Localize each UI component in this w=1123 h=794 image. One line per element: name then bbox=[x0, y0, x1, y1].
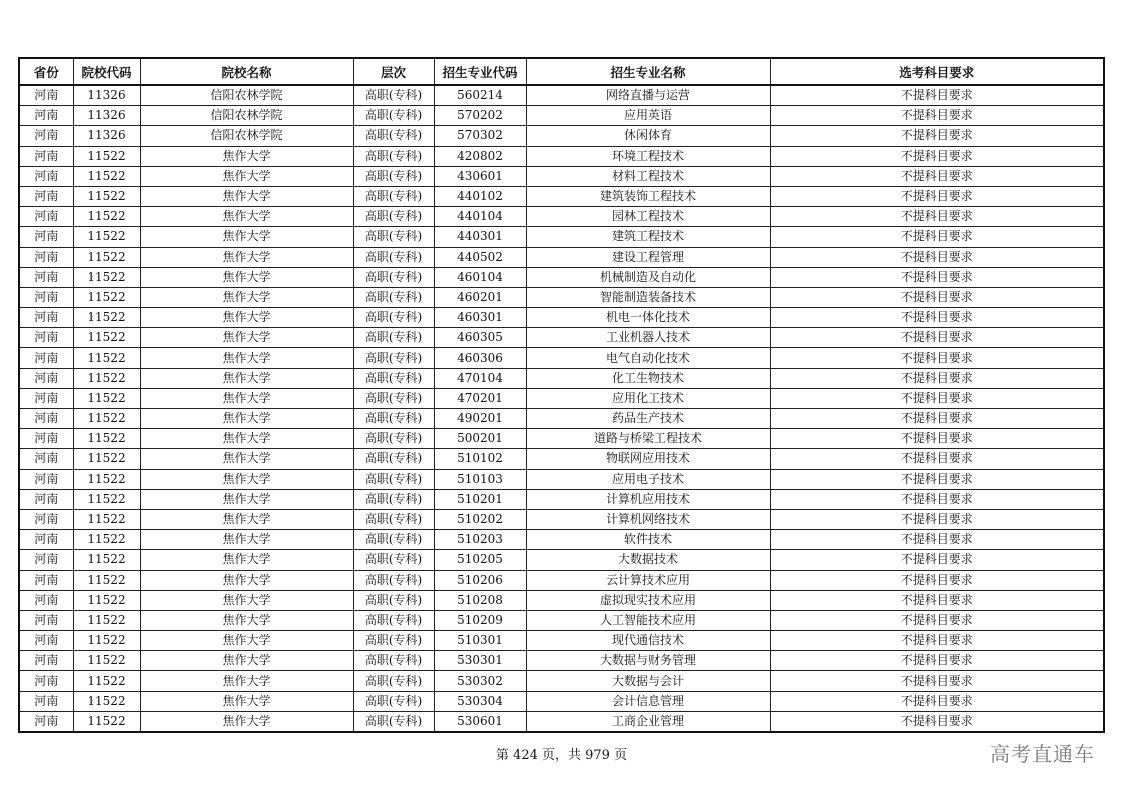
cell-major-code: 510201 bbox=[434, 489, 526, 509]
header-level: 层次 bbox=[353, 58, 434, 85]
cell-major-name: 机电一体化技术 bbox=[526, 308, 770, 328]
cell-school-code: 11522 bbox=[73, 489, 140, 509]
cell-school-name: 焦作大学 bbox=[140, 509, 353, 529]
cell-major-name: 物联网应用技术 bbox=[526, 449, 770, 469]
cell-subject-requirement: 不提科目要求 bbox=[770, 469, 1104, 489]
table-row bbox=[19, 388, 1104, 408]
cell-level: 高职(专科) bbox=[353, 207, 434, 227]
cell-school-name: 焦作大学 bbox=[140, 368, 353, 388]
table-row bbox=[19, 287, 1104, 307]
cell-level: 高职(专科) bbox=[353, 146, 434, 166]
cell-level: 高职(专科) bbox=[353, 550, 434, 570]
cell-school-code: 11522 bbox=[73, 469, 140, 489]
cell-subject-requirement: 不提科目要求 bbox=[770, 651, 1104, 671]
cell-province: 河南 bbox=[19, 590, 73, 610]
cell-major-code: 530301 bbox=[434, 651, 526, 671]
table-row bbox=[19, 530, 1104, 550]
cell-major-code: 430601 bbox=[434, 166, 526, 186]
table-row bbox=[19, 550, 1104, 570]
cell-school-name: 焦作大学 bbox=[140, 267, 353, 287]
page-number: 第 424 页，共 979 页 bbox=[495, 748, 628, 763]
cell-province: 河南 bbox=[19, 388, 73, 408]
cell-level: 高职(专科) bbox=[353, 651, 434, 671]
table-row bbox=[19, 308, 1104, 328]
cell-level: 高职(专科) bbox=[353, 530, 434, 550]
cell-school-name: 焦作大学 bbox=[140, 570, 353, 590]
cell-subject-requirement: 不提科目要求 bbox=[770, 550, 1104, 570]
cell-subject-requirement: 不提科目要求 bbox=[770, 429, 1104, 449]
cell-school-code: 11522 bbox=[73, 368, 140, 388]
cell-major-name: 应用英语 bbox=[526, 106, 770, 126]
cell-school-name: 焦作大学 bbox=[140, 287, 353, 307]
cell-school-code: 11522 bbox=[73, 671, 140, 691]
table-row bbox=[19, 328, 1104, 348]
cell-major-name: 机械制造及自动化 bbox=[526, 267, 770, 287]
cell-subject-requirement: 不提科目要求 bbox=[770, 489, 1104, 509]
cell-school-name: 焦作大学 bbox=[140, 348, 353, 368]
cell-province: 河南 bbox=[19, 328, 73, 348]
cell-province: 河南 bbox=[19, 85, 73, 106]
cell-school-name: 焦作大学 bbox=[140, 469, 353, 489]
cell-major-code: 440502 bbox=[434, 247, 526, 267]
cell-level: 高职(专科) bbox=[353, 348, 434, 368]
cell-major-code: 510301 bbox=[434, 631, 526, 651]
header-school-code: 院校代码 bbox=[73, 58, 140, 85]
cell-major-code: 460305 bbox=[434, 328, 526, 348]
cell-major-code: 490201 bbox=[434, 409, 526, 429]
cell-level: 高职(专科) bbox=[353, 388, 434, 408]
cell-province: 河南 bbox=[19, 711, 73, 732]
cell-major-name: 智能制造装备技术 bbox=[526, 287, 770, 307]
cell-major-name: 人工智能技术应用 bbox=[526, 610, 770, 630]
cell-province: 河南 bbox=[19, 126, 73, 146]
cell-school-code: 11522 bbox=[73, 247, 140, 267]
cell-subject-requirement: 不提科目要求 bbox=[770, 328, 1104, 348]
cell-school-code: 11522 bbox=[73, 449, 140, 469]
cell-subject-requirement: 不提科目要求 bbox=[770, 146, 1104, 166]
table-row bbox=[19, 368, 1104, 388]
cell-major-code: 440104 bbox=[434, 207, 526, 227]
cell-province: 河南 bbox=[19, 368, 73, 388]
cell-major-name: 应用化工技术 bbox=[526, 388, 770, 408]
cell-school-code: 11522 bbox=[73, 550, 140, 570]
cell-major-code: 570202 bbox=[434, 106, 526, 126]
cell-major-code: 470104 bbox=[434, 368, 526, 388]
cell-school-code: 11522 bbox=[73, 207, 140, 227]
cell-major-code: 440301 bbox=[434, 227, 526, 247]
cell-province: 河南 bbox=[19, 409, 73, 429]
cell-school-code: 11522 bbox=[73, 651, 140, 671]
table-row bbox=[19, 166, 1104, 186]
cell-province: 河南 bbox=[19, 207, 73, 227]
header-school-name: 院校名称 bbox=[140, 58, 353, 85]
cell-province: 河南 bbox=[19, 308, 73, 328]
cell-major-code: 510203 bbox=[434, 530, 526, 550]
cell-province: 河南 bbox=[19, 186, 73, 206]
table-row bbox=[19, 449, 1104, 469]
cell-subject-requirement: 不提科目要求 bbox=[770, 85, 1104, 106]
cell-major-code: 560214 bbox=[434, 85, 526, 106]
cell-level: 高职(专科) bbox=[353, 368, 434, 388]
cell-major-code: 510209 bbox=[434, 610, 526, 630]
cell-province: 河南 bbox=[19, 550, 73, 570]
cell-subject-requirement: 不提科目要求 bbox=[770, 207, 1104, 227]
cell-level: 高职(专科) bbox=[353, 85, 434, 106]
cell-major-code: 460201 bbox=[434, 287, 526, 307]
cell-level: 高职(专科) bbox=[353, 509, 434, 529]
cell-major-name: 应用电子技术 bbox=[526, 469, 770, 489]
cell-level: 高职(专科) bbox=[353, 590, 434, 610]
cell-subject-requirement: 不提科目要求 bbox=[770, 631, 1104, 651]
cell-school-code: 11326 bbox=[73, 85, 140, 106]
table-row bbox=[19, 651, 1104, 671]
cell-level: 高职(专科) bbox=[353, 308, 434, 328]
cell-subject-requirement: 不提科目要求 bbox=[770, 106, 1104, 126]
cell-major-name: 云计算技术应用 bbox=[526, 570, 770, 590]
header-major-code: 招生专业代码 bbox=[434, 58, 526, 85]
cell-major-name: 园林工程技术 bbox=[526, 207, 770, 227]
table-row bbox=[19, 207, 1104, 227]
cell-level: 高职(专科) bbox=[353, 449, 434, 469]
cell-major-code: 510205 bbox=[434, 550, 526, 570]
cell-subject-requirement: 不提科目要求 bbox=[770, 671, 1104, 691]
cell-province: 河南 bbox=[19, 651, 73, 671]
cell-level: 高职(专科) bbox=[353, 186, 434, 206]
cell-school-code: 11522 bbox=[73, 227, 140, 247]
cell-province: 河南 bbox=[19, 671, 73, 691]
cell-province: 河南 bbox=[19, 429, 73, 449]
cell-major-code: 440102 bbox=[434, 186, 526, 206]
cell-major-code: 530304 bbox=[434, 691, 526, 711]
cell-major-code: 530601 bbox=[434, 711, 526, 732]
cell-school-name: 焦作大学 bbox=[140, 429, 353, 449]
cell-level: 高职(专科) bbox=[353, 126, 434, 146]
cell-province: 河南 bbox=[19, 166, 73, 186]
cell-subject-requirement: 不提科目要求 bbox=[770, 388, 1104, 408]
cell-major-name: 建筑工程技术 bbox=[526, 227, 770, 247]
cell-major-name: 大数据技术 bbox=[526, 550, 770, 570]
cell-level: 高职(专科) bbox=[353, 227, 434, 247]
cell-province: 河南 bbox=[19, 247, 73, 267]
table-row bbox=[19, 126, 1104, 146]
cell-province: 河南 bbox=[19, 570, 73, 590]
cell-level: 高职(专科) bbox=[353, 691, 434, 711]
table-row bbox=[19, 610, 1104, 630]
cell-province: 河南 bbox=[19, 691, 73, 711]
table-row bbox=[19, 106, 1104, 126]
cell-major-name: 计算机网络技术 bbox=[526, 509, 770, 529]
cell-level: 高职(专科) bbox=[353, 631, 434, 651]
cell-major-code: 570302 bbox=[434, 126, 526, 146]
cell-school-code: 11326 bbox=[73, 106, 140, 126]
cell-province: 河南 bbox=[19, 146, 73, 166]
table-row bbox=[19, 671, 1104, 691]
cell-major-name: 环境工程技术 bbox=[526, 146, 770, 166]
cell-school-code: 11522 bbox=[73, 186, 140, 206]
cell-major-code: 510102 bbox=[434, 449, 526, 469]
header-subject-requirement: 选考科目要求 bbox=[770, 58, 1104, 85]
cell-school-code: 11522 bbox=[73, 631, 140, 651]
cell-school-name: 焦作大学 bbox=[140, 590, 353, 610]
cell-school-name: 信阳农林学院 bbox=[140, 126, 353, 146]
cell-level: 高职(专科) bbox=[353, 106, 434, 126]
cell-major-name: 大数据与财务管理 bbox=[526, 651, 770, 671]
cell-province: 河南 bbox=[19, 348, 73, 368]
cell-subject-requirement: 不提科目要求 bbox=[770, 267, 1104, 287]
cell-level: 高职(专科) bbox=[353, 489, 434, 509]
cell-school-name: 焦作大学 bbox=[140, 186, 353, 206]
cell-subject-requirement: 不提科目要求 bbox=[770, 691, 1104, 711]
cell-level: 高职(专科) bbox=[353, 711, 434, 732]
cell-school-name: 焦作大学 bbox=[140, 489, 353, 509]
cell-subject-requirement: 不提科目要求 bbox=[770, 590, 1104, 610]
table-row bbox=[19, 691, 1104, 711]
cell-major-code: 510206 bbox=[434, 570, 526, 590]
cell-school-name: 焦作大学 bbox=[140, 550, 353, 570]
table-row bbox=[19, 469, 1104, 489]
cell-school-name: 信阳农林学院 bbox=[140, 85, 353, 106]
cell-major-code: 510208 bbox=[434, 590, 526, 610]
admission-table bbox=[18, 57, 1105, 733]
cell-school-name: 焦作大学 bbox=[140, 207, 353, 227]
cell-subject-requirement: 不提科目要求 bbox=[770, 368, 1104, 388]
cell-level: 高职(专科) bbox=[353, 287, 434, 307]
cell-subject-requirement: 不提科目要求 bbox=[770, 348, 1104, 368]
cell-major-code: 420802 bbox=[434, 146, 526, 166]
cell-major-name: 材料工程技术 bbox=[526, 166, 770, 186]
cell-school-name: 焦作大学 bbox=[140, 610, 353, 630]
cell-major-code: 470201 bbox=[434, 388, 526, 408]
table-row bbox=[19, 186, 1104, 206]
cell-school-name: 焦作大学 bbox=[140, 449, 353, 469]
cell-school-code: 11522 bbox=[73, 530, 140, 550]
cell-school-code: 11522 bbox=[73, 146, 140, 166]
cell-subject-requirement: 不提科目要求 bbox=[770, 186, 1104, 206]
cell-subject-requirement: 不提科目要求 bbox=[770, 449, 1104, 469]
cell-school-code: 11522 bbox=[73, 691, 140, 711]
cell-major-name: 软件技术 bbox=[526, 530, 770, 550]
cell-school-code: 11522 bbox=[73, 610, 140, 630]
cell-province: 河南 bbox=[19, 449, 73, 469]
cell-school-code: 11326 bbox=[73, 126, 140, 146]
cell-subject-requirement: 不提科目要求 bbox=[770, 530, 1104, 550]
cell-subject-requirement: 不提科目要求 bbox=[770, 711, 1104, 732]
cell-level: 高职(专科) bbox=[353, 409, 434, 429]
cell-school-name: 信阳农林学院 bbox=[140, 106, 353, 126]
cell-major-name: 网络直播与运营 bbox=[526, 85, 770, 106]
cell-major-name: 计算机应用技术 bbox=[526, 489, 770, 509]
table-row bbox=[19, 631, 1104, 651]
cell-school-name: 焦作大学 bbox=[140, 166, 353, 186]
cell-level: 高职(专科) bbox=[353, 469, 434, 489]
cell-major-code: 460301 bbox=[434, 308, 526, 328]
cell-major-code: 530302 bbox=[434, 671, 526, 691]
cell-subject-requirement: 不提科目要求 bbox=[770, 409, 1104, 429]
table-row bbox=[19, 227, 1104, 247]
cell-subject-requirement: 不提科目要求 bbox=[770, 509, 1104, 529]
cell-level: 高职(专科) bbox=[353, 610, 434, 630]
table-row bbox=[19, 489, 1104, 509]
cell-school-code: 11522 bbox=[73, 590, 140, 610]
cell-school-code: 11522 bbox=[73, 409, 140, 429]
cell-major-name: 会计信息管理 bbox=[526, 691, 770, 711]
header-province: 省份 bbox=[19, 58, 73, 85]
cell-school-code: 11522 bbox=[73, 308, 140, 328]
table-row bbox=[19, 429, 1104, 449]
cell-province: 河南 bbox=[19, 509, 73, 529]
cell-major-name: 工业机器人技术 bbox=[526, 328, 770, 348]
cell-school-code: 11522 bbox=[73, 267, 140, 287]
cell-province: 河南 bbox=[19, 469, 73, 489]
table-row bbox=[19, 247, 1104, 267]
cell-school-code: 11522 bbox=[73, 388, 140, 408]
cell-subject-requirement: 不提科目要求 bbox=[770, 308, 1104, 328]
table-row bbox=[19, 409, 1104, 429]
cell-province: 河南 bbox=[19, 631, 73, 651]
table-row bbox=[19, 509, 1104, 529]
table-row bbox=[19, 146, 1104, 166]
cell-school-code: 11522 bbox=[73, 711, 140, 732]
table-row bbox=[19, 267, 1104, 287]
cell-school-code: 11522 bbox=[73, 287, 140, 307]
cell-level: 高职(专科) bbox=[353, 166, 434, 186]
cell-subject-requirement: 不提科目要求 bbox=[770, 166, 1104, 186]
table-row bbox=[19, 590, 1104, 610]
cell-subject-requirement: 不提科目要求 bbox=[770, 287, 1104, 307]
cell-school-name: 焦作大学 bbox=[140, 247, 353, 267]
cell-school-name: 焦作大学 bbox=[140, 409, 353, 429]
cell-level: 高职(专科) bbox=[353, 247, 434, 267]
cell-level: 高职(专科) bbox=[353, 429, 434, 449]
cell-level: 高职(专科) bbox=[353, 267, 434, 287]
watermark-logo-text: 高考直通车 bbox=[990, 742, 1095, 766]
cell-major-name: 化工生物技术 bbox=[526, 368, 770, 388]
cell-province: 河南 bbox=[19, 227, 73, 247]
cell-school-name: 焦作大学 bbox=[140, 651, 353, 671]
cell-major-name: 电气自动化技术 bbox=[526, 348, 770, 368]
cell-school-name: 焦作大学 bbox=[140, 328, 353, 348]
cell-major-code: 510202 bbox=[434, 509, 526, 529]
cell-level: 高职(专科) bbox=[353, 570, 434, 590]
cell-school-name: 焦作大学 bbox=[140, 146, 353, 166]
cell-province: 河南 bbox=[19, 530, 73, 550]
cell-subject-requirement: 不提科目要求 bbox=[770, 610, 1104, 630]
cell-province: 河南 bbox=[19, 489, 73, 509]
cell-subject-requirement: 不提科目要求 bbox=[770, 247, 1104, 267]
cell-subject-requirement: 不提科目要求 bbox=[770, 570, 1104, 590]
cell-major-name: 建设工程管理 bbox=[526, 247, 770, 267]
cell-subject-requirement: 不提科目要求 bbox=[770, 126, 1104, 146]
cell-school-code: 11522 bbox=[73, 570, 140, 590]
cell-major-name: 虚拟现实技术应用 bbox=[526, 590, 770, 610]
cell-major-name: 休闲体育 bbox=[526, 126, 770, 146]
cell-major-name: 大数据与会计 bbox=[526, 671, 770, 691]
header-major-name: 招生专业名称 bbox=[526, 58, 770, 85]
cell-school-code: 11522 bbox=[73, 166, 140, 186]
cell-school-code: 11522 bbox=[73, 348, 140, 368]
cell-school-code: 11522 bbox=[73, 328, 140, 348]
cell-school-name: 焦作大学 bbox=[140, 530, 353, 550]
cell-school-code: 11522 bbox=[73, 509, 140, 529]
cell-school-name: 焦作大学 bbox=[140, 388, 353, 408]
cell-province: 河南 bbox=[19, 287, 73, 307]
cell-school-name: 焦作大学 bbox=[140, 691, 353, 711]
cell-province: 河南 bbox=[19, 106, 73, 126]
cell-province: 河南 bbox=[19, 267, 73, 287]
cell-major-name: 道路与桥梁工程技术 bbox=[526, 429, 770, 449]
cell-major-code: 460306 bbox=[434, 348, 526, 368]
table-row bbox=[19, 711, 1104, 732]
table-row bbox=[19, 85, 1104, 106]
cell-province: 河南 bbox=[19, 610, 73, 630]
header-row bbox=[19, 58, 1104, 85]
cell-level: 高职(专科) bbox=[353, 328, 434, 348]
cell-major-name: 工商企业管理 bbox=[526, 711, 770, 732]
cell-school-name: 焦作大学 bbox=[140, 631, 353, 651]
cell-school-name: 焦作大学 bbox=[140, 711, 353, 732]
cell-major-code: 510103 bbox=[434, 469, 526, 489]
cell-subject-requirement: 不提科目要求 bbox=[770, 227, 1104, 247]
cell-major-name: 药品生产技术 bbox=[526, 409, 770, 429]
cell-school-code: 11522 bbox=[73, 429, 140, 449]
cell-level: 高职(专科) bbox=[353, 671, 434, 691]
cell-major-name: 建筑装饰工程技术 bbox=[526, 186, 770, 206]
cell-major-code: 500201 bbox=[434, 429, 526, 449]
cell-school-name: 焦作大学 bbox=[140, 227, 353, 247]
cell-school-name: 焦作大学 bbox=[140, 308, 353, 328]
table-row bbox=[19, 570, 1104, 590]
cell-school-name: 焦作大学 bbox=[140, 671, 353, 691]
cell-major-code: 460104 bbox=[434, 267, 526, 287]
table-row bbox=[19, 348, 1104, 368]
cell-major-name: 现代通信技术 bbox=[526, 631, 770, 651]
